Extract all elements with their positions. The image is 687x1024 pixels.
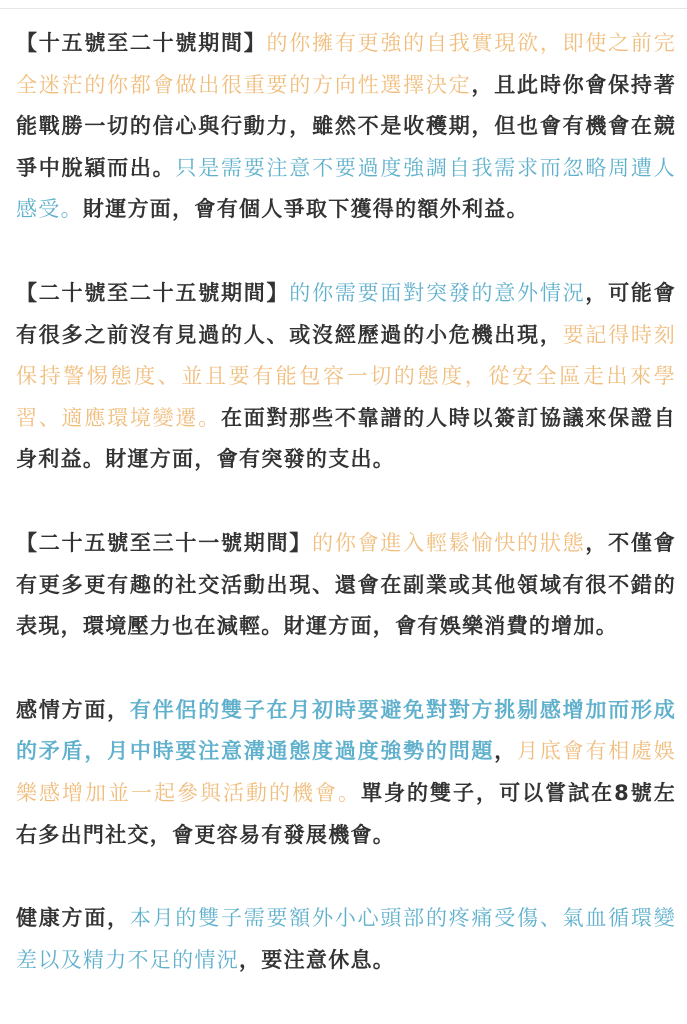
body-text: ，不僅會有更多更有趣的社交活動出現、還會在副業或其他領域有很不錯的表現，環境壓力也在減輕。財運方面，會有娛樂消費的增加。: [16, 530, 676, 639]
highlight-blue: 本月的雙子需要額外小心頭部的疼痛受傷、氣血循環變差以及精力不足的情況: [16, 906, 676, 972]
body-text: ，要注意休息。: [239, 947, 396, 972]
highlight-orange: 的你會進入輕鬆愉快的狀態: [312, 530, 586, 555]
section-label: 感情方面，: [16, 697, 130, 722]
highlight-orange: 月底會有相處娛樂感增加並一起參與活動的機會。: [16, 739, 676, 805]
period-heading: 【二十五號至三十一號期間】: [16, 530, 313, 555]
highlight-blue: 的你需要面對突發的意外情況: [289, 280, 586, 305]
horoscope-article: [16, 23, 676, 981]
fortune-text: 財運方面，會有個人爭取下獲得的額外利益。: [82, 197, 529, 222]
highlight-blue: 只是需要注意不要過度強調自我需求而忽略周遭人感受。: [16, 155, 676, 222]
period-heading: 【二十號至二十五號期間】: [16, 280, 290, 305]
body-text: ，: [494, 739, 518, 764]
body-text: 單身的雙子，可以嘗試在8號左右多出門社交，會更容易有發展機會。: [16, 780, 676, 847]
body-text: ，可能會有很多之前沒有見過的人、或沒經歷過的小危機出現，: [16, 280, 676, 347]
highlight-orange: 要記得時刻保持警惕態度、並且要有能包容一切的態度，從安全區走出來學習、適應環境變遷。: [16, 322, 677, 430]
highlight-blue: 有伴侶的雙子在月初時要避免對對方挑剔感增加而形成的矛盾，月中時要注意溝通態度過度強勢的問題: [16, 697, 676, 764]
period-heading: 【十五號至二十號期間】: [16, 31, 267, 55]
paragraph-period-15-20: [16, 23, 676, 231]
paragraph-period-25-31: [16, 523, 676, 648]
paragraph-health: [16, 898, 676, 981]
paragraph-love: [16, 690, 676, 856]
section-label: 健康方面，: [16, 906, 130, 931]
highlight-orange: 的你擁有更強的自我實現欲，即使之前完全迷茫的你都會做出很重要的方向性選擇決定: [16, 31, 676, 97]
fortune-text: 在面對那些不靠譜的人時以簽訂協議來保證自身利益。財運方面，會有突發的支出。: [16, 405, 677, 472]
body-text: ，且此時你會保持著能戰勝一切的信心與行動力，雖然不是收穫期，但也會有機會在競爭中脫穎而出。: [16, 72, 676, 180]
top-divider: [0, 0, 687, 9]
paragraph-period-20-25: [16, 273, 676, 481]
